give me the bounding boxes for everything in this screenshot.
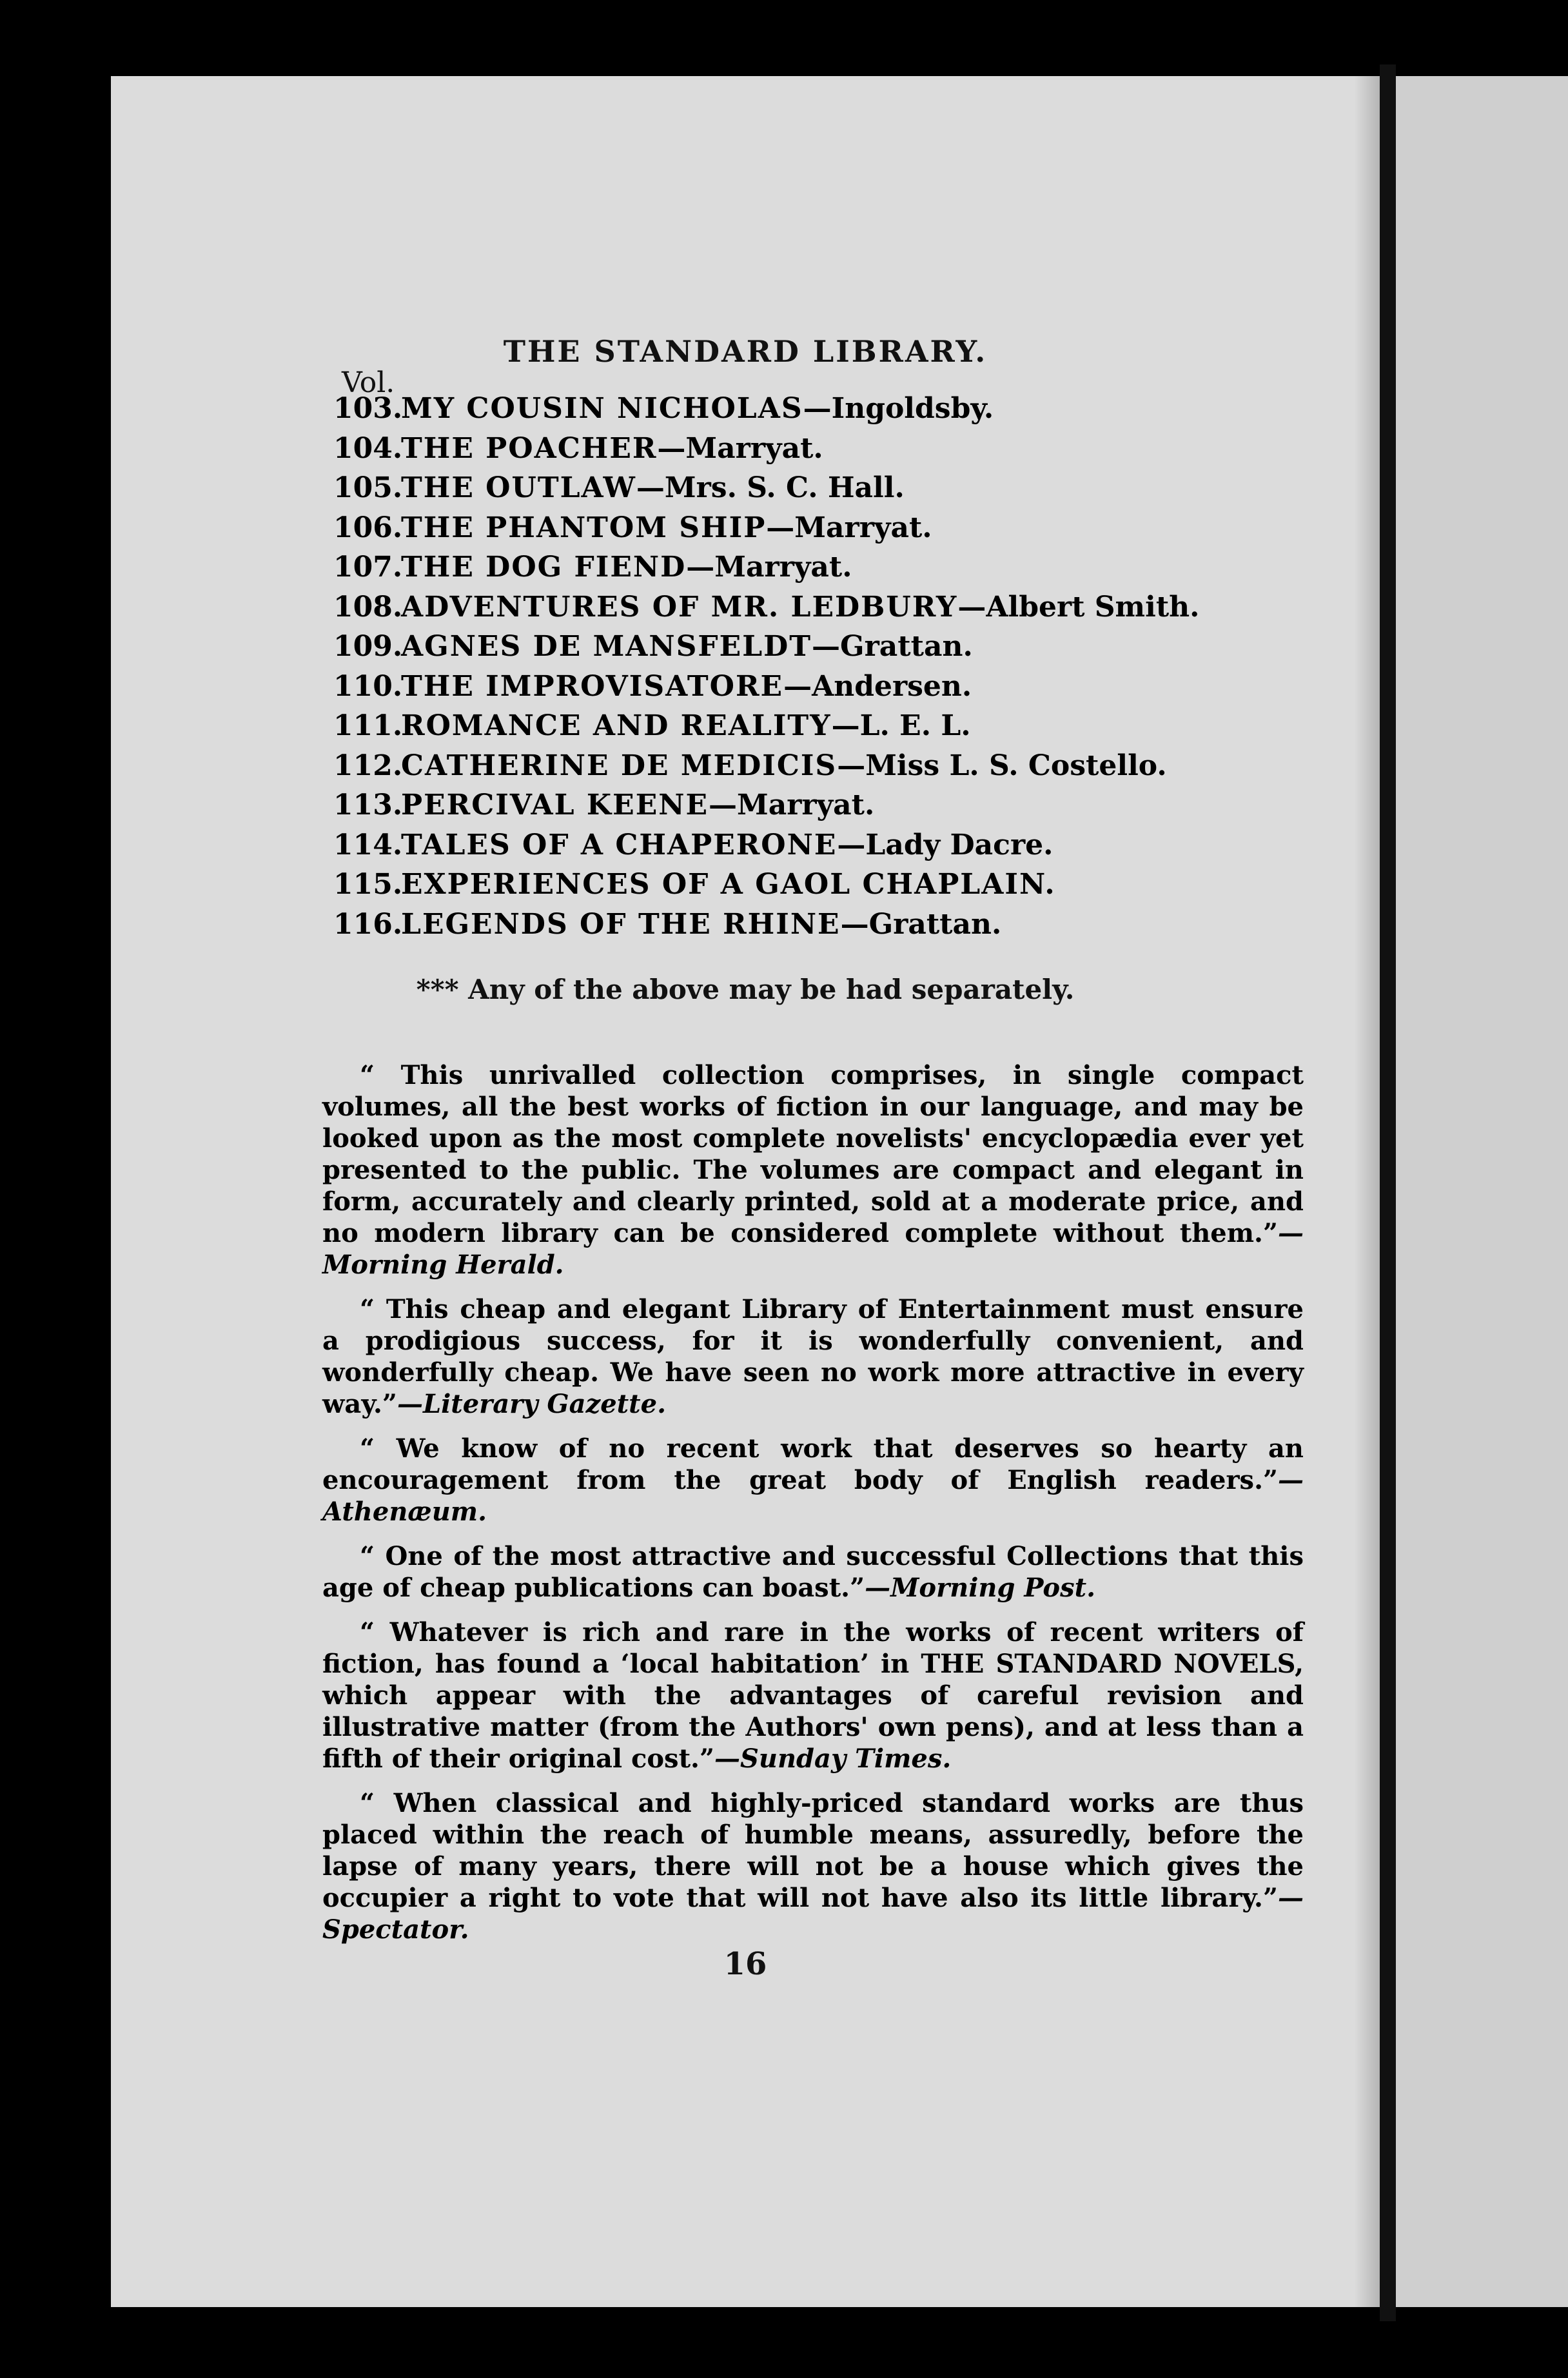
list-item	[333, 829, 1300, 869]
volume-number: 104.	[333, 431, 403, 465]
quote-paragraph	[322, 1293, 1304, 1420]
volume-author: —Lady Dacre.	[837, 828, 1054, 861]
volume-number: 112.	[333, 749, 403, 782]
volume-title: THE POACHER	[401, 431, 658, 465]
volume-author: —Albert Smith.	[957, 590, 1200, 624]
volume-author: —Marryat.	[686, 551, 852, 584]
volume-number: 108.	[333, 590, 403, 624]
volume-author: —Marryat.	[708, 789, 875, 821]
volume-number: 106.	[333, 511, 403, 544]
volume-title: EXPERIENCES OF A GAOL CHAPLAIN.	[401, 868, 1056, 901]
volume-number: 115.	[333, 868, 403, 901]
quote-paragraph	[322, 1616, 1304, 1774]
volume-title: THE PHANTOM SHIP	[401, 511, 767, 544]
volume-number: 113.	[333, 789, 403, 821]
quote-source: —Sunday Times.	[714, 1744, 952, 1774]
list-item	[333, 789, 1300, 829]
quote-source: —Spectator.	[322, 1883, 1304, 1945]
volume-number: 109.	[333, 630, 403, 663]
volume-title: THE DOG FIEND	[401, 551, 687, 584]
volume-title: TALES OF A CHAPERONE	[401, 828, 838, 861]
volume-author: —Grattan.	[812, 630, 973, 663]
volume-title: AGNES DE MANSFELDT	[401, 630, 812, 663]
list-item	[333, 591, 1300, 631]
page-number: 16	[723, 1946, 767, 1982]
volume-number: 107.	[333, 551, 403, 584]
press-quotes	[322, 1059, 1304, 1958]
volume-title: THE OUTLAW	[401, 471, 636, 504]
volume-number: 114.	[333, 828, 403, 861]
quote-paragraph	[322, 1433, 1304, 1528]
quote-paragraph	[322, 1787, 1304, 1945]
volume-title: LEGENDS OF THE RHINE	[401, 907, 841, 941]
volume-author: —Grattan.	[840, 907, 1002, 941]
adjacent-page	[1396, 76, 1568, 2307]
quote-text: “ Whatever is rich and rare in the works of recent writers of fiction, has found a ‘local habitation’ in THE STANDARD NOVELS, which appear with the advantages of careful revision and illustrative matter (from the Authors' own pens), and at less than a fifth of their original cost.”	[322, 1617, 1304, 1774]
volume-number: 110.	[333, 669, 403, 703]
quote-source: —Morning Herald.	[322, 1218, 1304, 1280]
quote-source: —Athenæum.	[322, 1465, 1304, 1527]
quote-text: “ One of the most attractive and successful Collections that this age of cheap publications can boast.”	[322, 1541, 1304, 1603]
volume-number: 111.	[333, 709, 403, 742]
volume-author: —Ingoldsby.	[803, 392, 994, 425]
quote-source: —Morning Post.	[865, 1573, 1096, 1603]
volume-author: —Mrs. S. C. Hall.	[636, 471, 905, 504]
list-item	[333, 551, 1300, 591]
volume-title: PERCIVAL KEENE	[401, 789, 709, 821]
volume-author: —Miss L. S. Costello.	[837, 749, 1167, 782]
list-item	[333, 908, 1300, 948]
vol-label: Vol.	[342, 366, 395, 399]
volume-number: 116.	[333, 907, 403, 941]
list-item	[333, 630, 1300, 670]
list-item	[333, 392, 1300, 432]
list-item	[333, 709, 1300, 749]
quote-text: “ This cheap and elegant Library of Entertainment must ensure a prodigious success, for it is wonderfully convenient, and wonderfully cheap. We have seen no work more attractive in every way.”	[322, 1294, 1304, 1419]
volume-number: 103.	[333, 392, 403, 425]
volume-author: —Marryat.	[766, 511, 932, 544]
quote-text: “ We know of no recent work that deserves so hearty an encouragement from the great body of English readers.”	[322, 1433, 1304, 1495]
book-gutter	[1380, 64, 1396, 2321]
quote-paragraph	[322, 1059, 1304, 1281]
list-item	[333, 511, 1300, 551]
list-item	[333, 670, 1300, 710]
volume-number: 105.	[333, 471, 403, 504]
volume-title: ROMANCE AND REALITY	[401, 709, 832, 742]
quote-text: “ This unrivalled collection comprises, in single compact volumes, all the best works of fiction in our language, and may be looked upon as the most complete novelists' encyclopædia ever yet presented to the public. The volumes are compact and elegant in form, accurately and clearly printed, sold at a moderate price, and no modern library can be considered complete without them.”	[322, 1060, 1304, 1248]
volume-author: —Marryat.	[657, 431, 823, 465]
volume-list	[333, 392, 1300, 947]
book-page	[111, 76, 1380, 2307]
quote-text: “ When classical and highly-priced standard works are thus placed within the reach of humble means, assuredly, before the lapse of many years, there will not be a house which gives the occupier a right to vote that will not have also its little library.”	[322, 1788, 1304, 1913]
list-item	[333, 868, 1300, 908]
list-item	[333, 471, 1300, 511]
availability-note: *** Any of the above may be had separately.	[416, 974, 1075, 1005]
volume-author: —L. E. L.	[831, 709, 971, 742]
list-item	[333, 749, 1300, 789]
page-header: THE STANDARD LIBRARY.	[503, 334, 988, 369]
volume-title: THE IMPROVISATORE	[401, 669, 784, 703]
quote-source: —Literary Gazette.	[397, 1389, 666, 1419]
quote-paragraph	[322, 1540, 1304, 1604]
volume-title: ADVENTURES OF MR. LEDBURY	[401, 590, 958, 624]
volume-title: MY COUSIN NICHOLAS	[401, 392, 803, 425]
volume-title: CATHERINE DE MEDICIS	[401, 749, 838, 782]
list-item	[333, 432, 1300, 472]
volume-author: —Andersen.	[783, 669, 972, 703]
